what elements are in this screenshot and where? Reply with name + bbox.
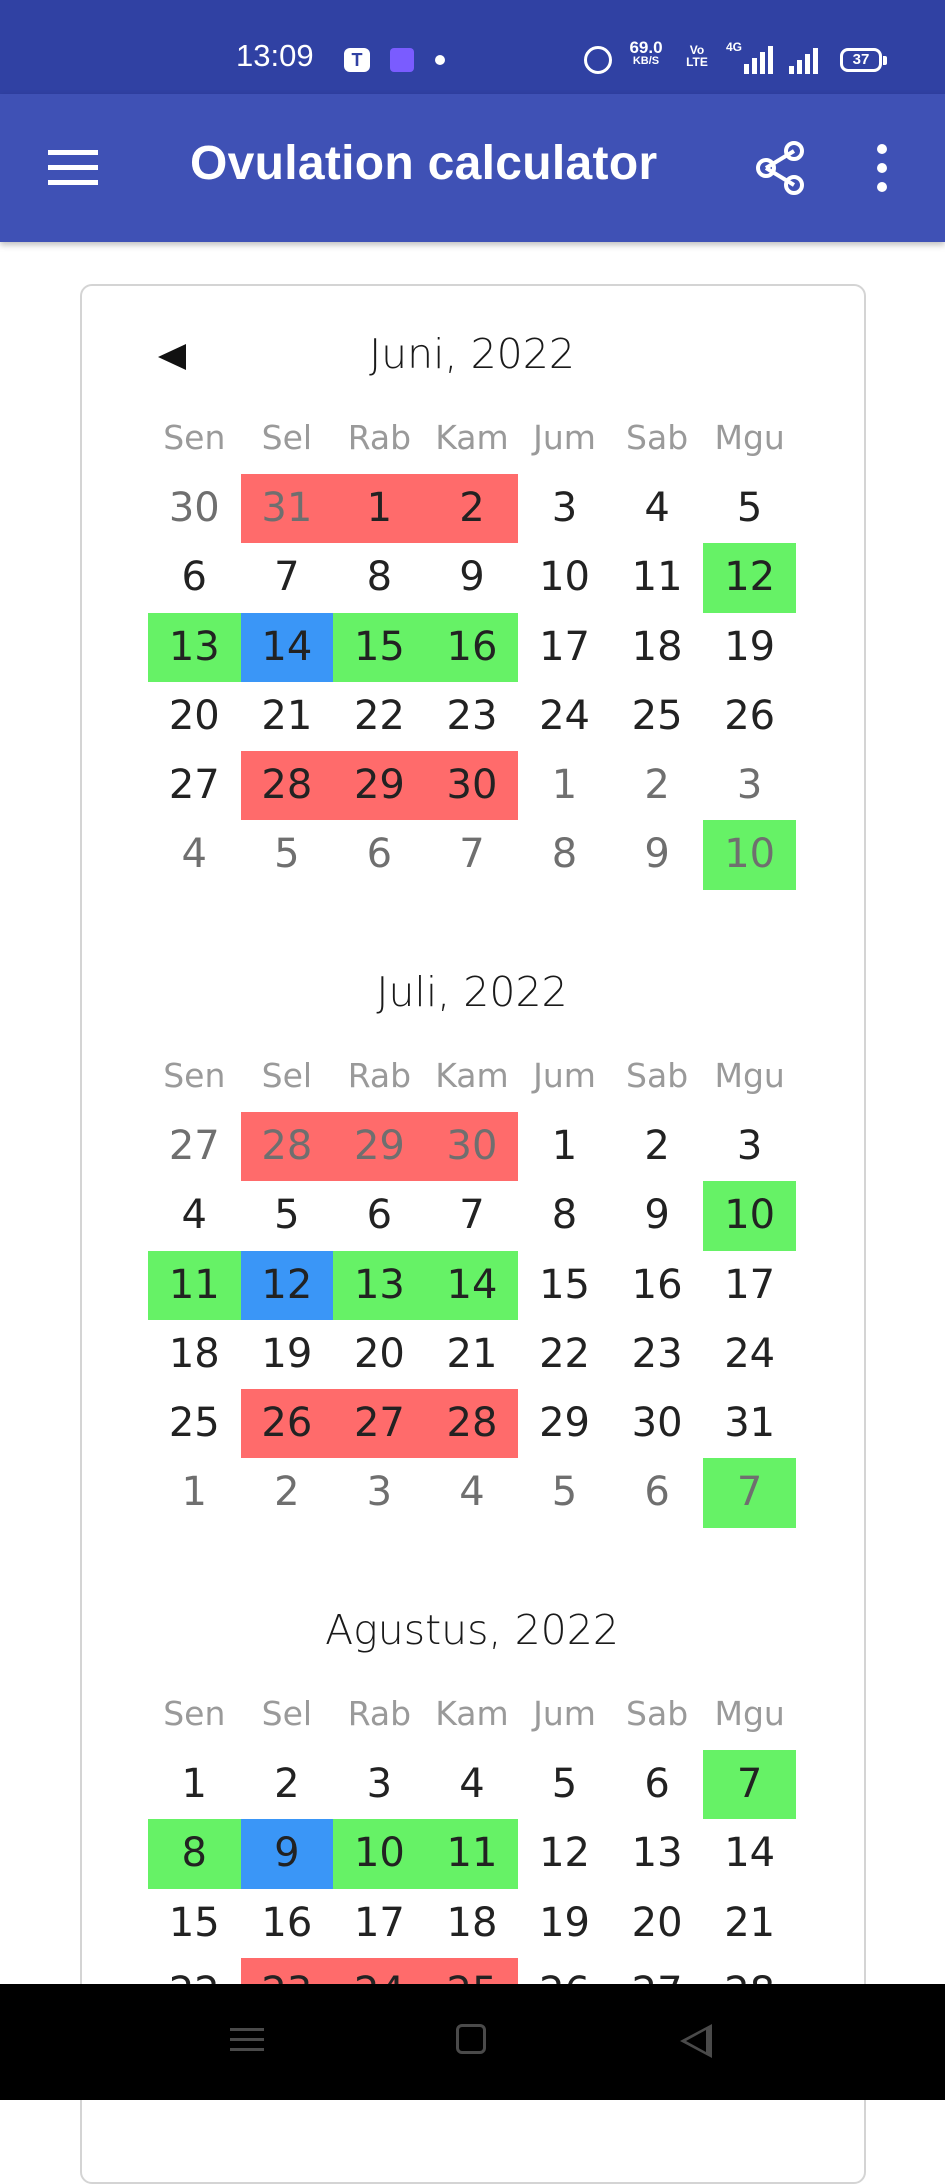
month-grid [148, 1750, 796, 1984]
day-cell[interactable]: 28 [426, 1389, 519, 1458]
day-cell[interactable]: 30 [426, 1112, 519, 1181]
day-cell[interactable]: 17 [724, 1261, 776, 1308]
status-bar [0, 0, 945, 94]
day-cell[interactable]: 1 [551, 1123, 578, 1169]
day-cell[interactable]: 13 [148, 613, 241, 682]
day-cell[interactable]: 1 [551, 762, 578, 809]
day-cell[interactable]: 22 [539, 1330, 590, 1377]
weekday-header [148, 1684, 796, 1744]
weekday-label: Sen [163, 1056, 226, 1095]
day-cell[interactable]: 11 [148, 1251, 241, 1320]
day-cell[interactable]: 20 [168, 692, 220, 739]
day-cell[interactable]: 8 [551, 1192, 578, 1239]
share-icon[interactable] [752, 140, 808, 196]
day-cell[interactable]: 20 [353, 1330, 405, 1377]
day-cell[interactable]: 10 [333, 1819, 426, 1888]
network-type: 4G [726, 40, 743, 54]
menu-icon[interactable] [48, 150, 98, 186]
day-cell[interactable]: 18 [168, 1330, 220, 1377]
day-cell[interactable]: 3 [366, 1761, 393, 1807]
day-cell[interactable]: 3 [736, 1123, 763, 1169]
day-cell[interactable]: 14 [724, 1830, 776, 1877]
day-cell[interactable]: 10 [703, 820, 796, 889]
day-cell[interactable]: 5 [736, 485, 763, 531]
day-cell[interactable]: 6 [644, 1761, 670, 1807]
day-cell[interactable]: 26 [241, 1389, 334, 1458]
day-cell[interactable]: 27 [333, 1389, 426, 1458]
network-speed [624, 40, 668, 67]
day-cell[interactable]: 19 [539, 1899, 590, 1946]
day-cell[interactable]: 14 [426, 1251, 519, 1320]
day-cell[interactable]: 13 [631, 1830, 683, 1877]
day-cell[interactable]: 8 [551, 831, 578, 878]
day-cell[interactable]: 27 [168, 762, 220, 809]
weekday-label: Sen [163, 1694, 226, 1733]
day-cell[interactable]: 17 [353, 1899, 405, 1946]
network-speed-unit: KB/S [632, 55, 660, 68]
day-cell[interactable]: 31 [724, 1400, 776, 1447]
day-cell[interactable]: 2 [274, 1469, 300, 1516]
day-cell[interactable]: 2 [274, 1761, 300, 1807]
day-cell[interactable]: 29 [539, 1400, 590, 1447]
recent-apps-icon[interactable] [230, 2024, 264, 2056]
signal-icon-1 [744, 44, 780, 74]
day-cell[interactable]: 9 [241, 1819, 334, 1888]
day-cell[interactable]: 3 [551, 485, 578, 531]
volte-icon [680, 44, 714, 68]
day-cell[interactable]: 4 [459, 1761, 485, 1807]
day-cell[interactable]: 4 [644, 485, 670, 531]
day-cell[interactable]: 6 [181, 554, 207, 601]
day-cell[interactable]: 1 [333, 474, 426, 543]
weekday-label: Mgu [714, 1056, 785, 1095]
weekday-label: Jum [533, 1056, 596, 1095]
day-cell[interactable]: 18 [446, 1899, 498, 1946]
day-cell[interactable]: 25 [631, 692, 683, 739]
day-cell[interactable]: 15 [333, 613, 426, 682]
day-cell[interactable]: 21 [724, 1899, 776, 1946]
weekday-label: Sab [626, 1056, 689, 1095]
day-cell[interactable]: 16 [426, 613, 519, 682]
day-cell[interactable]: 28 [241, 751, 334, 820]
day-cell[interactable]: 9 [644, 1192, 670, 1239]
month-title: Juli, 2022 [376, 968, 568, 1016]
weekday-label: Rab [347, 1056, 412, 1095]
day-cell[interactable]: 26 [724, 692, 776, 739]
weekday-label: Kam [435, 1694, 509, 1733]
day-cell[interactable]: 5 [551, 1761, 578, 1807]
notification-t-icon: T [344, 48, 370, 72]
day-cell[interactable]: 1 [181, 1761, 207, 1807]
day-cell[interactable]: 21 [446, 1330, 498, 1377]
day-cell[interactable]: 7 [274, 554, 300, 601]
day-cell[interactable]: 27 [168, 1123, 220, 1169]
day-cell[interactable]: 22 [353, 692, 405, 739]
day-cell[interactable]: 29 [333, 1112, 426, 1181]
day-cell[interactable]: 2 [644, 1123, 670, 1169]
day-cell[interactable]: 19 [724, 623, 776, 670]
network-speed-value: 69.0 [629, 38, 663, 57]
day-cell[interactable]: 30 [168, 485, 220, 531]
day-cell[interactable]: 24 [539, 692, 590, 739]
day-cell[interactable]: 5 [274, 1192, 300, 1239]
weekday-label: Sab [626, 1694, 689, 1733]
day-cell[interactable]: 16 [261, 1899, 313, 1946]
day-cell[interactable]: 7 [703, 1750, 796, 1819]
month-title: Juni, 2022 [369, 330, 575, 378]
weekday-header [148, 1046, 796, 1106]
day-cell[interactable]: 29 [333, 751, 426, 820]
day-cell[interactable]: 6 [366, 831, 393, 878]
day-cell[interactable]: 6 [644, 1469, 670, 1516]
day-cell[interactable]: 1 [181, 1469, 207, 1516]
more-options-icon[interactable] [872, 140, 892, 196]
notification-list-icon [390, 48, 414, 72]
day-cell[interactable]: 10 [703, 1181, 796, 1250]
day-cell[interactable]: 7 [703, 1458, 796, 1527]
weekday-label: Jum [533, 1694, 596, 1733]
weekday-label: Kam [435, 1056, 509, 1095]
day-cell[interactable]: 12 [539, 1830, 590, 1877]
day-cell[interactable]: 17 [539, 623, 590, 670]
day-cell[interactable]: 7 [459, 1192, 485, 1239]
day-cell[interactable]: 23 [631, 1330, 683, 1377]
volte-line2: LTE [686, 55, 708, 69]
alarm-icon [584, 46, 612, 74]
battery-icon: 37 [840, 48, 882, 72]
weekday-label: Sen [163, 418, 226, 457]
weekday-label: Mgu [714, 418, 785, 457]
day-cell[interactable]: 4 [459, 1469, 485, 1516]
weekday-label: Sel [261, 418, 313, 457]
day-cell[interactable]: 2 [644, 762, 670, 809]
day-cell[interactable]: 9 [644, 831, 670, 878]
weekday-header [148, 408, 796, 468]
day-cell[interactable]: 13 [333, 1251, 426, 1320]
day-cell[interactable]: 12 [703, 543, 796, 612]
day-cell[interactable]: 21 [261, 692, 313, 739]
day-cell[interactable]: 15 [168, 1899, 220, 1946]
day-cell[interactable]: 11 [426, 1819, 519, 1888]
day-cell[interactable]: 3 [366, 1469, 393, 1516]
day-cell[interactable]: 3 [736, 762, 763, 809]
day-cell[interactable]: 18 [631, 623, 683, 670]
day-cell[interactable]: 30 [631, 1400, 683, 1447]
month-grid [148, 474, 796, 890]
weekday-label: Mgu [714, 1694, 785, 1733]
day-cell[interactable]: 14 [241, 613, 334, 682]
weekday-label: Sel [261, 1694, 313, 1733]
day-cell[interactable]: 4 [181, 831, 207, 878]
day-cell[interactable]: 19 [261, 1330, 313, 1377]
back-icon[interactable] [680, 2024, 712, 2058]
day-cell[interactable]: 10 [539, 554, 590, 601]
day-cell[interactable]: 12 [241, 1251, 334, 1320]
day-cell[interactable]: 11 [631, 554, 683, 601]
day-cell[interactable]: 5 [551, 1469, 578, 1516]
day-cell[interactable]: 8 [148, 1819, 241, 1888]
status-time: 13:09 [236, 38, 314, 73]
day-cell[interactable]: 6 [366, 1192, 393, 1239]
day-cell[interactable]: 5 [274, 831, 300, 878]
app-bar [0, 94, 945, 242]
weekday-label: Sel [261, 1056, 313, 1095]
day-cell[interactable]: 7 [459, 831, 485, 878]
day-cell[interactable]: 9 [459, 554, 485, 601]
day-cell[interactable]: 25 [168, 1400, 220, 1447]
weekday-label: Sab [626, 418, 689, 457]
weekday-label: Kam [435, 418, 509, 457]
notification-dot-icon [435, 55, 445, 65]
home-icon[interactable] [456, 2024, 486, 2054]
day-cell[interactable]: 23 [446, 692, 498, 739]
day-cell[interactable]: 4 [181, 1192, 207, 1239]
day-cell[interactable]: 28 [241, 1112, 334, 1181]
volte-line1: Vo [689, 43, 705, 57]
system-nav-bar [0, 1984, 945, 2100]
day-cell[interactable]: 15 [539, 1261, 590, 1308]
month-title: Agustus, 2022 [325, 1606, 619, 1654]
day-cell[interactable]: 30 [426, 751, 519, 820]
signal-icon-2 [789, 44, 825, 74]
weekday-label: Jum [533, 418, 596, 457]
day-cell[interactable]: 24 [724, 1330, 776, 1377]
day-cell[interactable]: 2 [426, 474, 519, 543]
month-grid [148, 1112, 796, 1528]
weekday-label: Rab [347, 1694, 412, 1733]
app-title: Ovulation calculator [190, 137, 658, 190]
day-cell[interactable]: 31 [241, 474, 334, 543]
day-cell[interactable]: 16 [631, 1261, 683, 1308]
day-cell[interactable]: 8 [366, 554, 393, 601]
day-cell[interactable]: 20 [631, 1899, 683, 1946]
weekday-label: Rab [347, 418, 412, 457]
